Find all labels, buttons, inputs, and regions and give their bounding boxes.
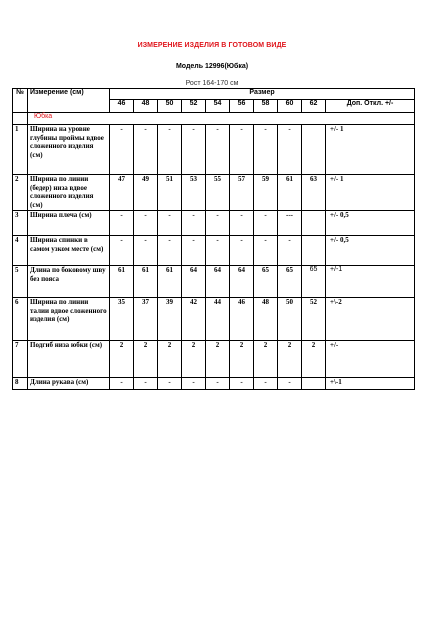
measurement-value: 64 xyxy=(230,266,254,298)
table-row xyxy=(13,341,415,378)
measurement-value: - xyxy=(158,211,182,236)
measurement-name: Подгиб низа юбки (см) xyxy=(28,341,110,378)
measurement-value: 64 xyxy=(182,266,206,298)
table-row xyxy=(13,211,415,236)
measurement-value: - xyxy=(110,211,134,236)
measurement-name: Длина рукава (см) xyxy=(28,378,110,390)
measurement-value: - xyxy=(110,236,134,266)
measurement-value: - xyxy=(134,125,158,175)
measurement-value: 64 xyxy=(206,266,230,298)
tolerance-value: +\-2 xyxy=(326,298,415,341)
measurements-table xyxy=(12,88,415,390)
measurement-value: 2 xyxy=(110,341,134,378)
size-header: 58 xyxy=(254,100,278,113)
measurement-value: - xyxy=(254,378,278,390)
measurement-name: Ширина по линии (бедер) низа вдвое сложенного изделия (см) xyxy=(28,175,110,211)
size-header: 46 xyxy=(110,100,134,113)
measurement-value: - xyxy=(110,125,134,175)
measurement-value: - xyxy=(278,378,302,390)
row-number: 1 xyxy=(13,125,28,175)
tolerance-value: +/- xyxy=(326,341,415,378)
header-no: № xyxy=(13,89,28,113)
measurement-value: 59 xyxy=(254,175,278,211)
height-range: Рост 164-170 см xyxy=(185,80,239,87)
table-row xyxy=(13,298,415,341)
measurement-value: 46 xyxy=(230,298,254,341)
header-tolerance: Доп. Откл. +/- xyxy=(326,100,415,113)
measurement-value: - xyxy=(230,211,254,236)
model-label: Модель 12996(Юбка) xyxy=(175,63,249,70)
measurement-value: 63 xyxy=(302,175,326,211)
row-number: 3 xyxy=(13,211,28,236)
tolerance-value: +/- 1 xyxy=(326,175,415,211)
measurement-value: - xyxy=(158,125,182,175)
measurement-value: - xyxy=(206,211,230,236)
measurement-value: 35 xyxy=(110,298,134,341)
measurement-value: 44 xyxy=(206,298,230,341)
measurement-name: Ширина на уровне глубины проймы вдвое сложенного изделия (см) xyxy=(28,125,110,175)
measurement-value: - xyxy=(182,125,206,175)
measurement-value: 50 xyxy=(278,298,302,341)
table-row xyxy=(13,125,415,175)
measurement-value: - xyxy=(158,378,182,390)
size-header: 52 xyxy=(182,100,206,113)
measurement-value: 61 xyxy=(158,266,182,298)
section-spacer xyxy=(13,113,28,125)
measurement-value: 65 xyxy=(278,266,302,298)
tolerance-value: +/- 0,5 xyxy=(326,236,415,266)
size-header: 60 xyxy=(278,100,302,113)
measurement-value: 42 xyxy=(182,298,206,341)
measurement-value: 2 xyxy=(134,341,158,378)
measurement-value: - xyxy=(134,236,158,266)
measurement-value: - xyxy=(182,378,206,390)
size-header: 54 xyxy=(206,100,230,113)
measurement-value: - xyxy=(110,378,134,390)
measurement-name: Ширина плеча (см) xyxy=(28,211,110,236)
measurement-value: 2 xyxy=(206,341,230,378)
measurement-value: - xyxy=(158,236,182,266)
measurement-value: - xyxy=(134,211,158,236)
row-number: 5 xyxy=(13,266,28,298)
measurement-value: 39 xyxy=(158,298,182,341)
size-header: 56 xyxy=(230,100,254,113)
measurement-value: - xyxy=(230,125,254,175)
row-number: 7 xyxy=(13,341,28,378)
tolerance-value: +/- 1 xyxy=(326,125,415,175)
table-row xyxy=(13,266,415,298)
size-header: 62 xyxy=(302,100,326,113)
measurement-value: - xyxy=(278,236,302,266)
measurement-value: 61 xyxy=(278,175,302,211)
measurement-value: - xyxy=(182,236,206,266)
row-number: 2 xyxy=(13,175,28,211)
measurement-value xyxy=(302,125,326,175)
measurement-value: 65 xyxy=(302,266,326,298)
measurement-name: Ширина спинки в самом узком месте (см) xyxy=(28,236,110,266)
measurement-value: - xyxy=(182,211,206,236)
size-header: 48 xyxy=(134,100,158,113)
measurement-value: 2 xyxy=(254,341,278,378)
document-title: ИЗМЕРЕНИЕ ИЗДЕЛИЯ В ГОТОВОМ ВИДЕ xyxy=(137,42,287,49)
measurement-value: 2 xyxy=(182,341,206,378)
measurement-value: - xyxy=(254,125,278,175)
measurement-value: - xyxy=(206,378,230,390)
measurement-value: 2 xyxy=(278,341,302,378)
measurement-value: 51 xyxy=(158,175,182,211)
measurement-value: - xyxy=(278,125,302,175)
measurement-value: 2 xyxy=(158,341,182,378)
row-number: 6 xyxy=(13,298,28,341)
measurement-value: 2 xyxy=(230,341,254,378)
table-row xyxy=(13,236,415,266)
measurement-name: Ширина по линии талии вдвое сложенного изделия (см) xyxy=(28,298,110,341)
size-header: 50 xyxy=(158,100,182,113)
measurement-value: --- xyxy=(278,211,302,236)
tolerance-value: +/- 0,5 xyxy=(326,211,415,236)
measurement-name: Длина по боковому шву без пояса xyxy=(28,266,110,298)
header-measure: Измерение (см) xyxy=(28,89,110,113)
tolerance-value: +\-1 xyxy=(326,378,415,390)
measurement-value xyxy=(302,378,326,390)
measurement-value xyxy=(302,236,326,266)
measurement-value: 61 xyxy=(110,266,134,298)
measurement-value: - xyxy=(206,125,230,175)
measurement-value: 47 xyxy=(110,175,134,211)
measurement-value: 49 xyxy=(134,175,158,211)
header-size: Размер xyxy=(110,89,415,100)
measurement-value: - xyxy=(230,378,254,390)
measurement-value: 53 xyxy=(182,175,206,211)
table-row xyxy=(13,175,415,211)
measurement-value: - xyxy=(254,236,278,266)
measurement-value: 61 xyxy=(134,266,158,298)
measurement-value: - xyxy=(134,378,158,390)
measurement-value: 57 xyxy=(230,175,254,211)
section-label: Юбка xyxy=(28,113,415,125)
measurement-value: - xyxy=(254,211,278,236)
measurement-value: - xyxy=(206,236,230,266)
measurement-value: 55 xyxy=(206,175,230,211)
measurement-value: 48 xyxy=(254,298,278,341)
measurement-value: 2 xyxy=(302,341,326,378)
measurement-value: 65 xyxy=(254,266,278,298)
row-number: 8 xyxy=(13,378,28,390)
row-number: 4 xyxy=(13,236,28,266)
measurement-value: - xyxy=(230,236,254,266)
measurement-value xyxy=(302,211,326,236)
table-row xyxy=(13,378,415,390)
tolerance-value: +/-1 xyxy=(326,266,415,298)
measurement-value: 52 xyxy=(302,298,326,341)
measurement-value: 37 xyxy=(134,298,158,341)
